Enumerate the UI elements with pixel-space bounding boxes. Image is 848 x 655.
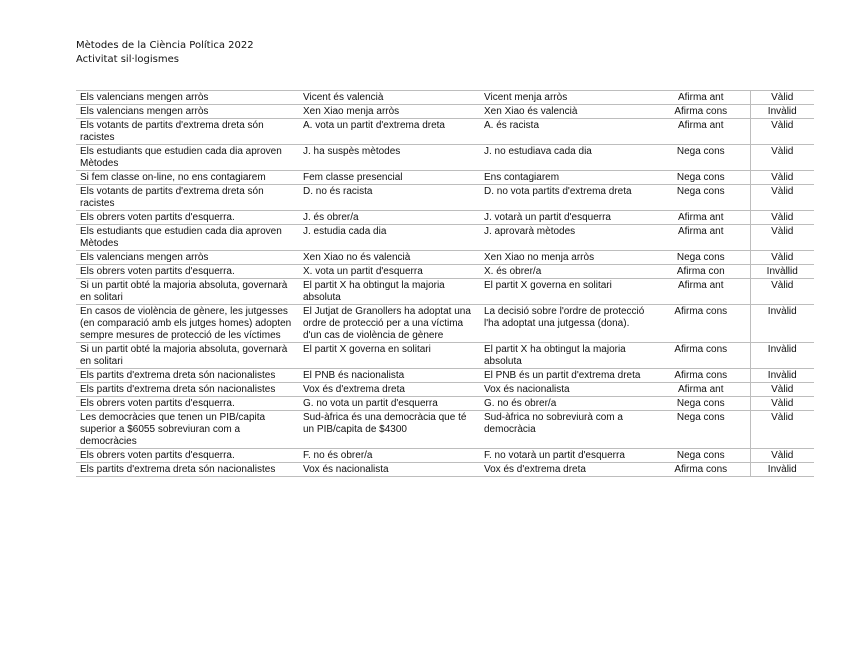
conclusion-cell: El PNB és un partit d'extrema dreta [480, 369, 652, 383]
minor-premise-cell: El Jutjat de Granollers ha adoptat una ordre de protecció per a una víctima d'un cas de violència de gènere [299, 305, 480, 343]
conclusion-cell: Vox és nacionalista [480, 383, 652, 397]
table-row [76, 251, 814, 265]
table-row [76, 185, 814, 211]
form-cell: Afirma ant [652, 383, 750, 397]
major-premise-cell: Els valencians mengen arròs [76, 251, 299, 265]
validity-cell: Invàlid [750, 463, 814, 477]
validity-cell: Vàlid [750, 145, 814, 171]
minor-premise-cell: El PNB és nacionalista [299, 369, 480, 383]
major-premise-cell: Les democràcies que tenen un PIB/capita superior a $6055 sobreviuran com a democràcies [76, 411, 299, 449]
minor-premise-cell: Vox és d'extrema dreta [299, 383, 480, 397]
major-premise-cell: Els estudiants que estudien cada dia aproven Mètodes [76, 225, 299, 251]
major-premise-cell: Els partits d'extrema dreta són nacionalistes [76, 369, 299, 383]
conclusion-cell: J. votarà un partit d'esquerra [480, 211, 652, 225]
minor-premise-cell: J. ha suspès mètodes [299, 145, 480, 171]
minor-premise-cell: Xen Xiao menja arròs [299, 105, 480, 119]
validity-cell: Vàlid [750, 185, 814, 211]
major-premise-cell: Els partits d'extrema dreta són nacionalistes [76, 463, 299, 477]
form-cell: Afirma cons [652, 343, 750, 369]
conclusion-cell: F. no votarà un partit d'esquerra [480, 449, 652, 463]
form-cell: Afirma ant [652, 279, 750, 305]
conclusion-cell: La decisió sobre l'ordre de protecció l'ha adoptat una jutgessa (dona). [480, 305, 652, 343]
table-row [76, 105, 814, 119]
form-cell: Afirma ant [652, 225, 750, 251]
minor-premise-cell: Vicent és valencià [299, 91, 480, 105]
form-cell: Afirma ant [652, 211, 750, 225]
validity-cell: Invàlid [750, 305, 814, 343]
major-premise-cell: Els votants de partits d'extrema dreta són racistes [76, 185, 299, 211]
conclusion-cell: Vox és d'extrema dreta [480, 463, 652, 477]
conclusion-cell: Ens contagiarem [480, 171, 652, 185]
form-cell: Afirma ant [652, 119, 750, 145]
conclusion-cell: J. aprovarà mètodes [480, 225, 652, 251]
table-row [76, 119, 814, 145]
document-title: Mètodes de la Ciència Política 2022 [76, 40, 254, 51]
major-premise-cell: Els estudiants que estudien cada dia aproven Mètodes [76, 145, 299, 171]
major-premise-cell: Els partits d'extrema dreta són nacionalistes [76, 383, 299, 397]
validity-cell: Invàlid [750, 369, 814, 383]
table-row [76, 383, 814, 397]
table-row [76, 171, 814, 185]
conclusion-cell: El partit X governa en solitari [480, 279, 652, 305]
minor-premise-cell: X. vota un partit d'esquerra [299, 265, 480, 279]
validity-cell: Vàlid [750, 251, 814, 265]
table-row [76, 463, 814, 477]
form-cell: Afirma cons [652, 305, 750, 343]
form-cell: Nega cons [652, 411, 750, 449]
major-premise-cell: Si un partit obté la majoria absoluta, governarà en solitari [76, 279, 299, 305]
validity-cell: Vàlid [750, 91, 814, 105]
validity-cell: Vàlid [750, 225, 814, 251]
table-row [76, 279, 814, 305]
validity-cell: Invàllid [750, 265, 814, 279]
table-row [76, 397, 814, 411]
validity-cell: Vàlid [750, 449, 814, 463]
form-cell: Afirma cons [652, 369, 750, 383]
validity-cell: Vàlid [750, 397, 814, 411]
table-row [76, 305, 814, 343]
syllogisms-table [76, 90, 814, 477]
form-cell: Afirma cons [652, 105, 750, 119]
validity-cell: Vàlid [750, 411, 814, 449]
form-cell: Nega cons [652, 397, 750, 411]
minor-premise-cell: El partit X governa en solitari [299, 343, 480, 369]
major-premise-cell: Els obrers voten partits d'esquerra. [76, 449, 299, 463]
validity-cell: Vàlid [750, 279, 814, 305]
major-premise-cell: Els obrers voten partits d'esquerra. [76, 211, 299, 225]
minor-premise-cell: El partit X ha obtingut la majoria absoluta [299, 279, 480, 305]
minor-premise-cell: Sud-àfrica és una democràcia que té un PIB/capita de $4300 [299, 411, 480, 449]
conclusion-cell: Xen Xiao és valencià [480, 105, 652, 119]
form-cell: Nega cons [652, 185, 750, 211]
conclusion-cell: J. no estudiava cada dia [480, 145, 652, 171]
table-row [76, 411, 814, 449]
form-cell: Afirma ant [652, 91, 750, 105]
major-premise-cell: Si fem classe on-line, no ens contagiarem [76, 171, 299, 185]
table-row [76, 211, 814, 225]
table-row [76, 91, 814, 105]
document-header [76, 39, 254, 67]
conclusion-cell: Sud-àfrica no sobreviurà com a democràcia [480, 411, 652, 449]
minor-premise-cell: Xen Xiao no és valencià [299, 251, 480, 265]
major-premise-cell: En casos de violència de gènere, les jutgesses (en comparació amb els jutges homes) adopten sempre mesures de protecció de les víctimes [76, 305, 299, 343]
major-premise-cell: Els obrers voten partits d'esquerra. [76, 397, 299, 411]
major-premise-cell: Els obrers voten partits d'esquerra. [76, 265, 299, 279]
conclusion-cell: X. és obrer/a [480, 265, 652, 279]
conclusion-cell: A. és racista [480, 119, 652, 145]
conclusion-cell: Vicent menja arròs [480, 91, 652, 105]
table-row [76, 369, 814, 383]
form-cell: Nega cons [652, 449, 750, 463]
document-subtitle: Activitat sil·logismes [76, 54, 179, 65]
form-cell: Afirma cons [652, 463, 750, 477]
table-row [76, 343, 814, 369]
validity-cell: Vàlid [750, 171, 814, 185]
major-premise-cell: Els valencians mengen arròs [76, 91, 299, 105]
form-cell: Nega cons [652, 171, 750, 185]
table-row [76, 225, 814, 251]
validity-cell: Vàlid [750, 119, 814, 145]
validity-cell: Vàlid [750, 383, 814, 397]
major-premise-cell: Els valencians mengen arròs [76, 105, 299, 119]
form-cell: Nega cons [652, 251, 750, 265]
validity-cell: Vàlid [750, 211, 814, 225]
minor-premise-cell: G. no vota un partit d'esquerra [299, 397, 480, 411]
minor-premise-cell: D. no és racista [299, 185, 480, 211]
minor-premise-cell: A. vota un partit d'extrema dreta [299, 119, 480, 145]
form-cell: Nega cons [652, 145, 750, 171]
major-premise-cell: Els votants de partits d'extrema dreta són racistes [76, 119, 299, 145]
validity-cell: Invàlid [750, 343, 814, 369]
table-row [76, 145, 814, 171]
conclusion-cell: G. no és obrer/a [480, 397, 652, 411]
minor-premise-cell: Vox és nacionalista [299, 463, 480, 477]
conclusion-cell: El partit X ha obtingut la majoria absoluta [480, 343, 652, 369]
minor-premise-cell: F. no és obrer/a [299, 449, 480, 463]
form-cell: Afirma con [652, 265, 750, 279]
minor-premise-cell: J. estudia cada dia [299, 225, 480, 251]
syllogisms-table-body [76, 91, 814, 477]
table-row [76, 265, 814, 279]
minor-premise-cell: J. és obrer/a [299, 211, 480, 225]
conclusion-cell: D. no vota partits d'extrema dreta [480, 185, 652, 211]
validity-cell: Invàlid [750, 105, 814, 119]
conclusion-cell: Xen Xiao no menja arròs [480, 251, 652, 265]
minor-premise-cell: Fem classe presencial [299, 171, 480, 185]
table-row [76, 449, 814, 463]
major-premise-cell: Si un partit obté la majoria absoluta, governarà en solitari [76, 343, 299, 369]
